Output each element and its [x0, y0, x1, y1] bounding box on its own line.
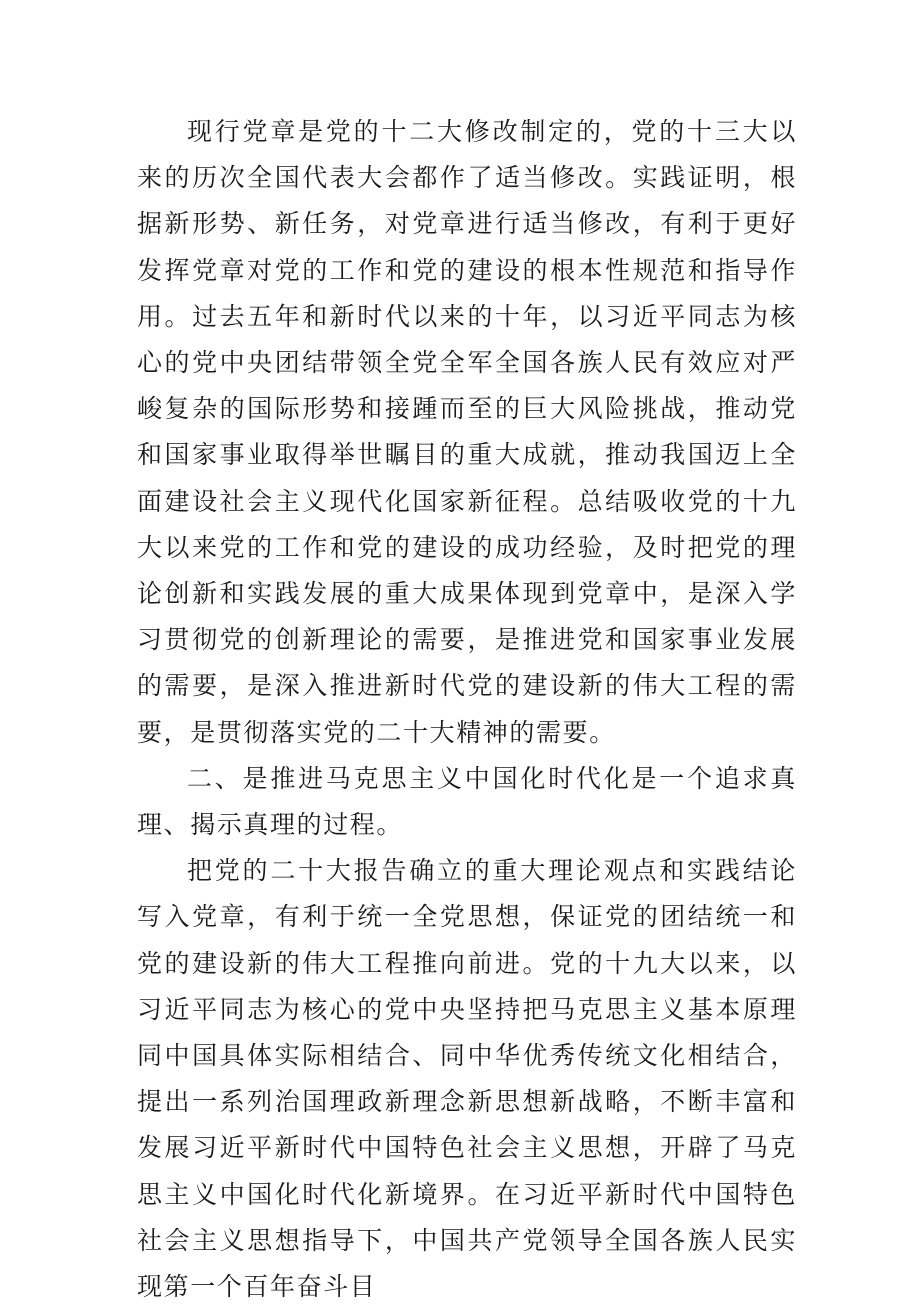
paragraph-3: 把党的二十大报告确立的重大理论观点和实践结论写入党章，有利于统一全党思想，保证党的团结统一和党的建设新的伟大工程推向前进。党的十九大以来，以习近平同志为核心的党中央坚持把马克思主义基本原理同中国具体实际相结合、同中华优秀传统文化相结合，提出一系列治国理政新理念新思想新战略，不断丰富和发展习近平新时代中国特色社会主义思想，开辟了马克思主义中国化时代化新境界。在习近平新时代中国特色社会主义思想指导下，中国共产党领导全国各族人民实现第一个百年奋斗目 — [137, 856, 797, 1302]
body-text — [137, 109, 797, 1310]
paragraph-2-heading: 二、是推进马克思主义中国化时代化是一个追求真理、揭示真理的过程。 — [137, 763, 797, 840]
paragraph-1: 现行党章是党的十二大修改制定的，党的十三大以来的历次全国代表大会都作了适当修改。实践证明，根据新形势、新任务，对党章进行适当修改，有利于更好发挥党章对党的工作和党的建设的根本性规范和指导作用。过去五年和新时代以来的十年，以习近平同志为核心的党中央团结带领全党全军全国各族人民有效应对严峻复杂的国际形势和接踵而至的巨大风险挑战，推动党和国家事业取得举世瞩目的重大成就，推动我国迈上全面建设社会主义现代化国家新征程。总结吸收党的十九大以来党的工作和党的建设的成功经验，及时把党的理论创新和实践发展的重大成果体现到党章中，是深入学习贯彻党的创新理论的需要，是推进党和国家事业发展的需要，是深入推进新时代党的建设新的伟大工程的需要，是贯彻落实党的二十大精神的需要。 — [137, 117, 797, 747]
